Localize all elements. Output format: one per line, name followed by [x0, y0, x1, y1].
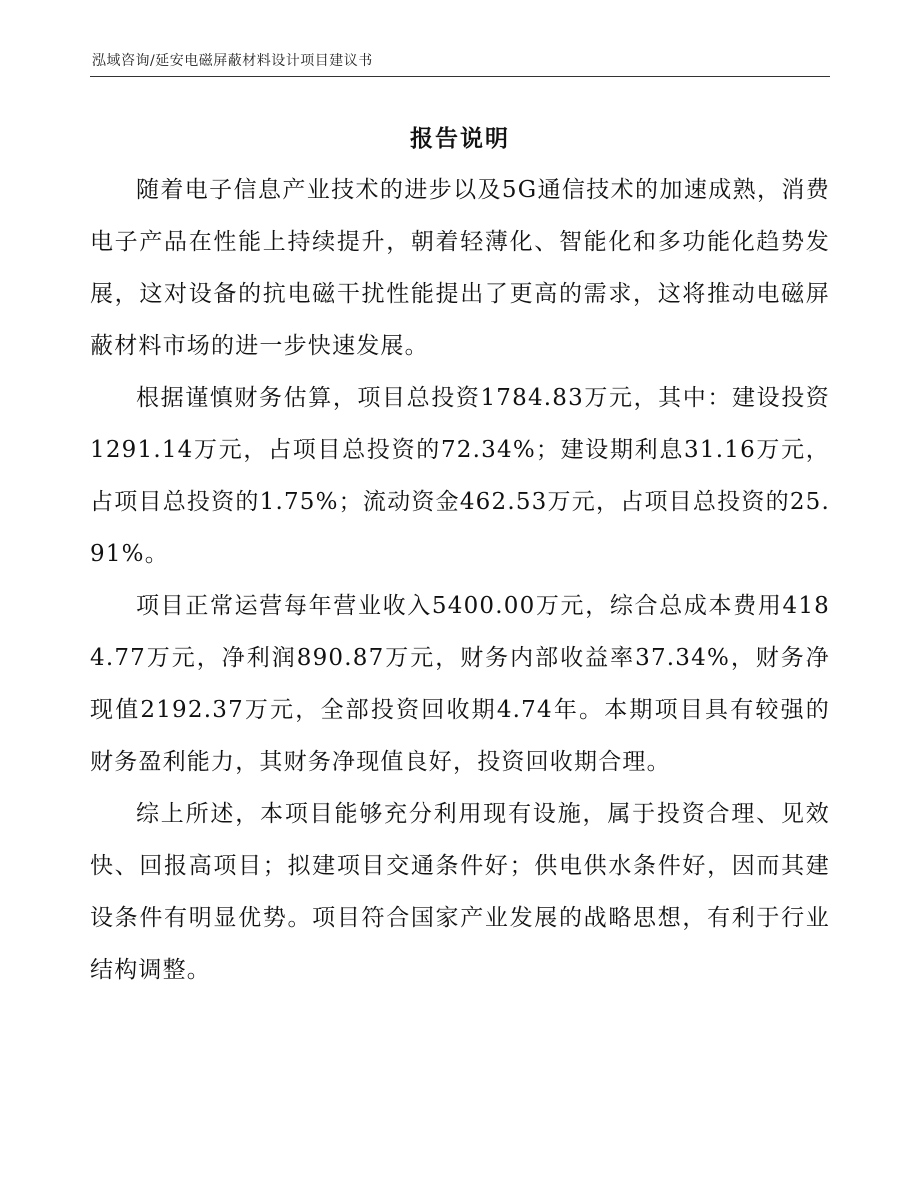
header-divider [90, 76, 830, 77]
paragraph-investment: 根据谨慎财务估算，项目总投资1784.83万元，其中：建设投资1291.14万元，占项目总投资的72.34%；建设期利息31.16万元，占项目总投资的1.75%；流动资金462.53万元，占项目总投资的25.91%。 [90, 385, 830, 567]
page-title: 报告说明 [410, 125, 510, 152]
running-header: 泓域咨询/延安电磁屏蔽材料设计项目建议书 [92, 53, 373, 69]
paragraph-operations: 项目正常运营每年营业收入5400.00万元，综合总成本费用4184.77万元，净利润890.87万元，财务内部收益率37.34%，财务净现值2192.37万元，全部投资回收期4.74年。本期项目具有较强的财务盈利能力，其财务净现值良好，投资回收期合理。 [90, 593, 830, 775]
paragraph-background: 随着电子信息产业技术的进步以及5G通信技术的加速成熟，消费电子产品在性能上持续提升，朝着轻薄化、智能化和多功能化趋势发展，这对设备的抗电磁干扰性能提出了更高的需求，这将推动电磁屏蔽材料市场的进一步快速发展。 [90, 177, 830, 359]
paragraph-conclusion: 综上所述，本项目能够充分利用现有设施，属于投资合理、见效快、回报高项目；拟建项目交通条件好；供电供水条件好，因而其建设条件有明显优势。项目符合国家产业发展的战略思想，有利于行业结构调整。 [90, 801, 830, 983]
report-body [90, 164, 830, 996]
